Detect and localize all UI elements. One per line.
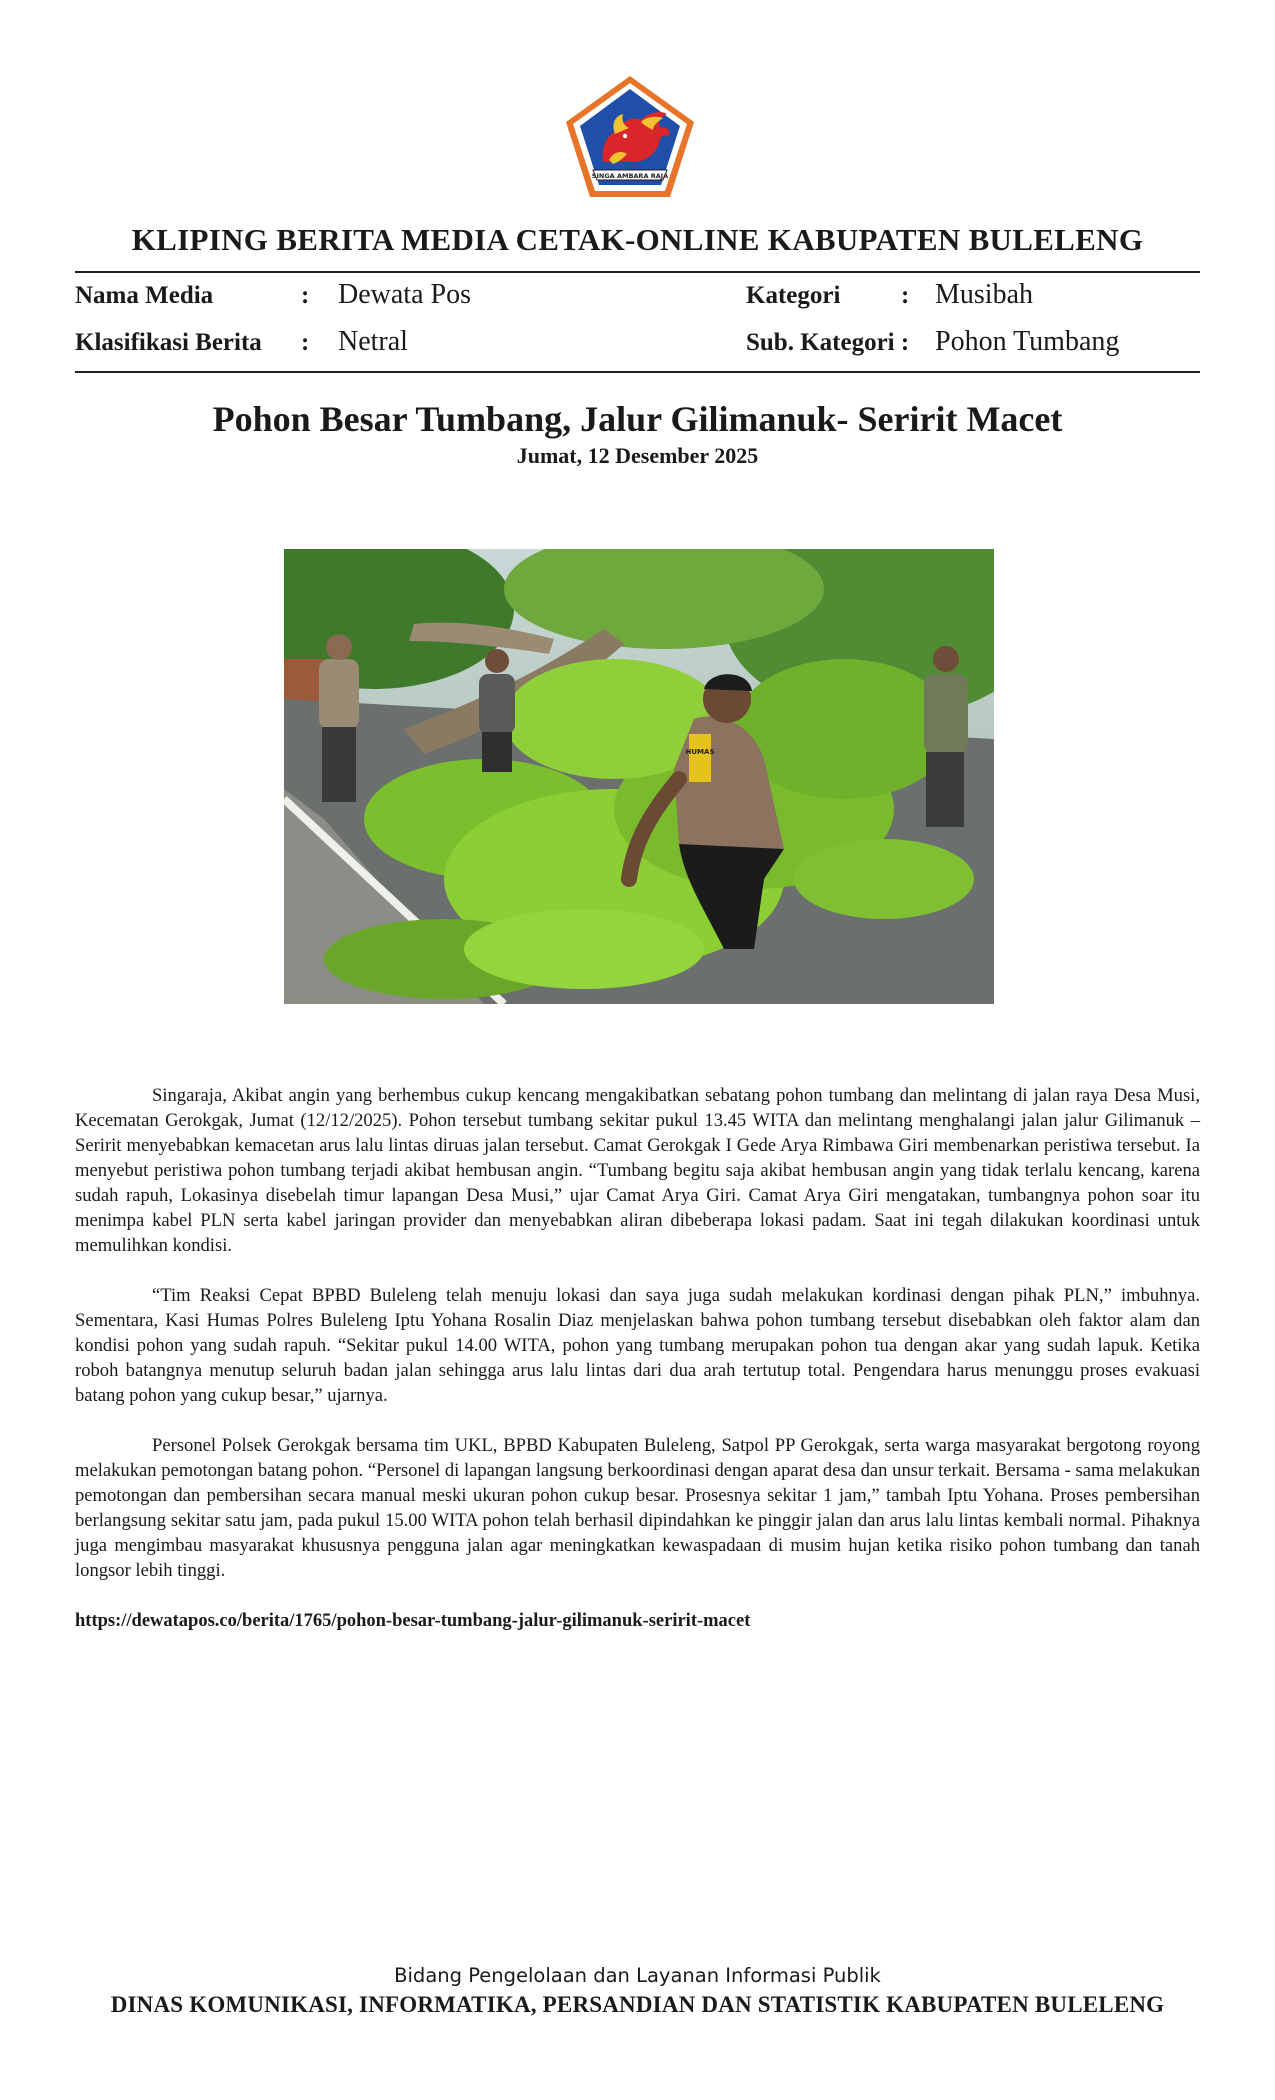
nama-media-value: Dewata Pos	[338, 279, 471, 310]
meta-colon: :	[301, 282, 310, 309]
kategori-value: Musibah	[935, 279, 1033, 310]
sub-kategori-label: Sub. Kategori :	[746, 329, 910, 356]
article-paragraph: Personel Polsek Gerokgak bersama tim UKL, BPBD Kabupaten Buleleng, Satpol PP Gerokgak, serta warga masyarakat bergotong royong melakukan pemotongan batang pohon. “Personel di lapangan langsung berkoordinasi dengan aparat desa dan unsur terkait. Bersama - sama melakukan pemotongan dan pembersihan secara manual meski ukuran pohon cukup besar. Prosesnya sekitar 1 jam,” tambah Iptu Yohana. Proses pembersihan berlangsung sekitar satu jam, pada pukul 15.00 WITA pohon telah berhasil dipindahkan ke pinggir jalan dan arus lalu lintas kembali normal. Pihaknya juga mengimbau masyarakat khususnya pengguna jalan agar meningkatkan kewaspadaan di musim hujan ketika risiko pohon tumbang dan tanah longsor lebih tinggi.	[75, 1435, 1200, 1581]
article-paragraph: “Tim Reaksi Cepat BPBD Buleleng telah menuju lokasi dan saya juga sudah melakukan kordinasi dengan pihak PLN,” imbuhnya. Sementara, Kasi Humas Polres Buleleng Iptu Yohana Rosalin Diaz menjelaskan bahwa pohon tumbang tersebut disebabkan oleh faktor alam dan kondisi pohon yang sudah rapuh. “Sekitar pukul 14.00 WITA, pohon yang tumbang merupakan pohon tua dengan akar yang sudah lapuk. Ketika roboh batangnya menutup seluruh badan jalan sehingga arus lalu lintas dari dua arah tertutup total. Pengendara harus menunggu proses evakuasi batang pohon yang cukup besar,” ujarnya.	[75, 1285, 1200, 1406]
bottom-divider	[75, 371, 1200, 373]
article-headline: Pohon Besar Tumbang, Jalur Gilimanuk- Seririt Macet	[212, 399, 1063, 439]
buleleng-emblem-logo	[563, 74, 697, 200]
meta-colon: :	[301, 329, 310, 356]
footer-agency: DINAS KOMUNIKASI, INFORMATIKA, PERSANDIAN DAN STATISTIK KABUPATEN BULELENG	[110, 1992, 1165, 2017]
article-body	[75, 1083, 1200, 1608]
officer-badge-text: HUMAS	[685, 748, 715, 756]
article-paragraph: Singaraja, Akibat angin yang berhembus cukup kencang mengakibatkan sebatang pohon tumbang dan melintang di jalan raya Desa Musi, Kecematan Gerokgak, Jumat (12/12/2025). Pohon tersebut tumbang sekitar pukul 13.45 WITA dan melintang menghalangi jalan jalur Gilimanuk – Seririt menyebabkan kemacetan arus lalu lintas diruas jalan tersebut. Camat Gerokgak I Gede Arya Rimbawa Giri membenarkan peristiwa tersebut. Ia menyebut peristiwa pohon tumbang terjadi akibat hembusan angin. “Tumbang begitu saja akibat hembusan angin yang tidak terlalu kencang, karena sudah rapuh, Lokasinya disebelah timur lapangan Desa Musi,” ujar Camat Arya Giri. Camat Arya Giri mengatakan, tumbangnya pohon soar itu menimpa kabel PLN serta kabel jaringan provider dan menyebabkan aliran dibeberapa lokasi padam. Saat ini tegah dilakukan koordinasi untuk memulihkan kondisi.	[75, 1085, 1200, 1256]
top-divider	[75, 271, 1200, 273]
footer-division: Bidang Pengelolaan dan Layanan Informasi Publik	[394, 1964, 881, 1987]
article-date: Jumat, 12 Desember 2025	[516, 443, 759, 468]
emblem-motto: SINGA AMBARA RAJA	[591, 172, 669, 180]
sub-kategori-value: Pohon Tumbang	[935, 326, 1120, 357]
source-url-link[interactable]: https://dewatapos.co/berita/1765/pohon-besar-tumbang-jalur-gilimanuk-seririt-macet	[75, 1611, 751, 1631]
nama-media-label: Nama Media	[75, 282, 214, 309]
news-photo	[284, 549, 994, 1004]
clipping-masthead: KLIPING BERITA MEDIA CETAK-ONLINE KABUPATEN BULELENG	[131, 222, 1144, 257]
kategori-label: Kategori	[746, 282, 841, 309]
klasifikasi-label: Klasifikasi Berita	[75, 329, 262, 356]
meta-colon: :	[901, 282, 910, 309]
klasifikasi-value: Netral	[338, 326, 408, 357]
